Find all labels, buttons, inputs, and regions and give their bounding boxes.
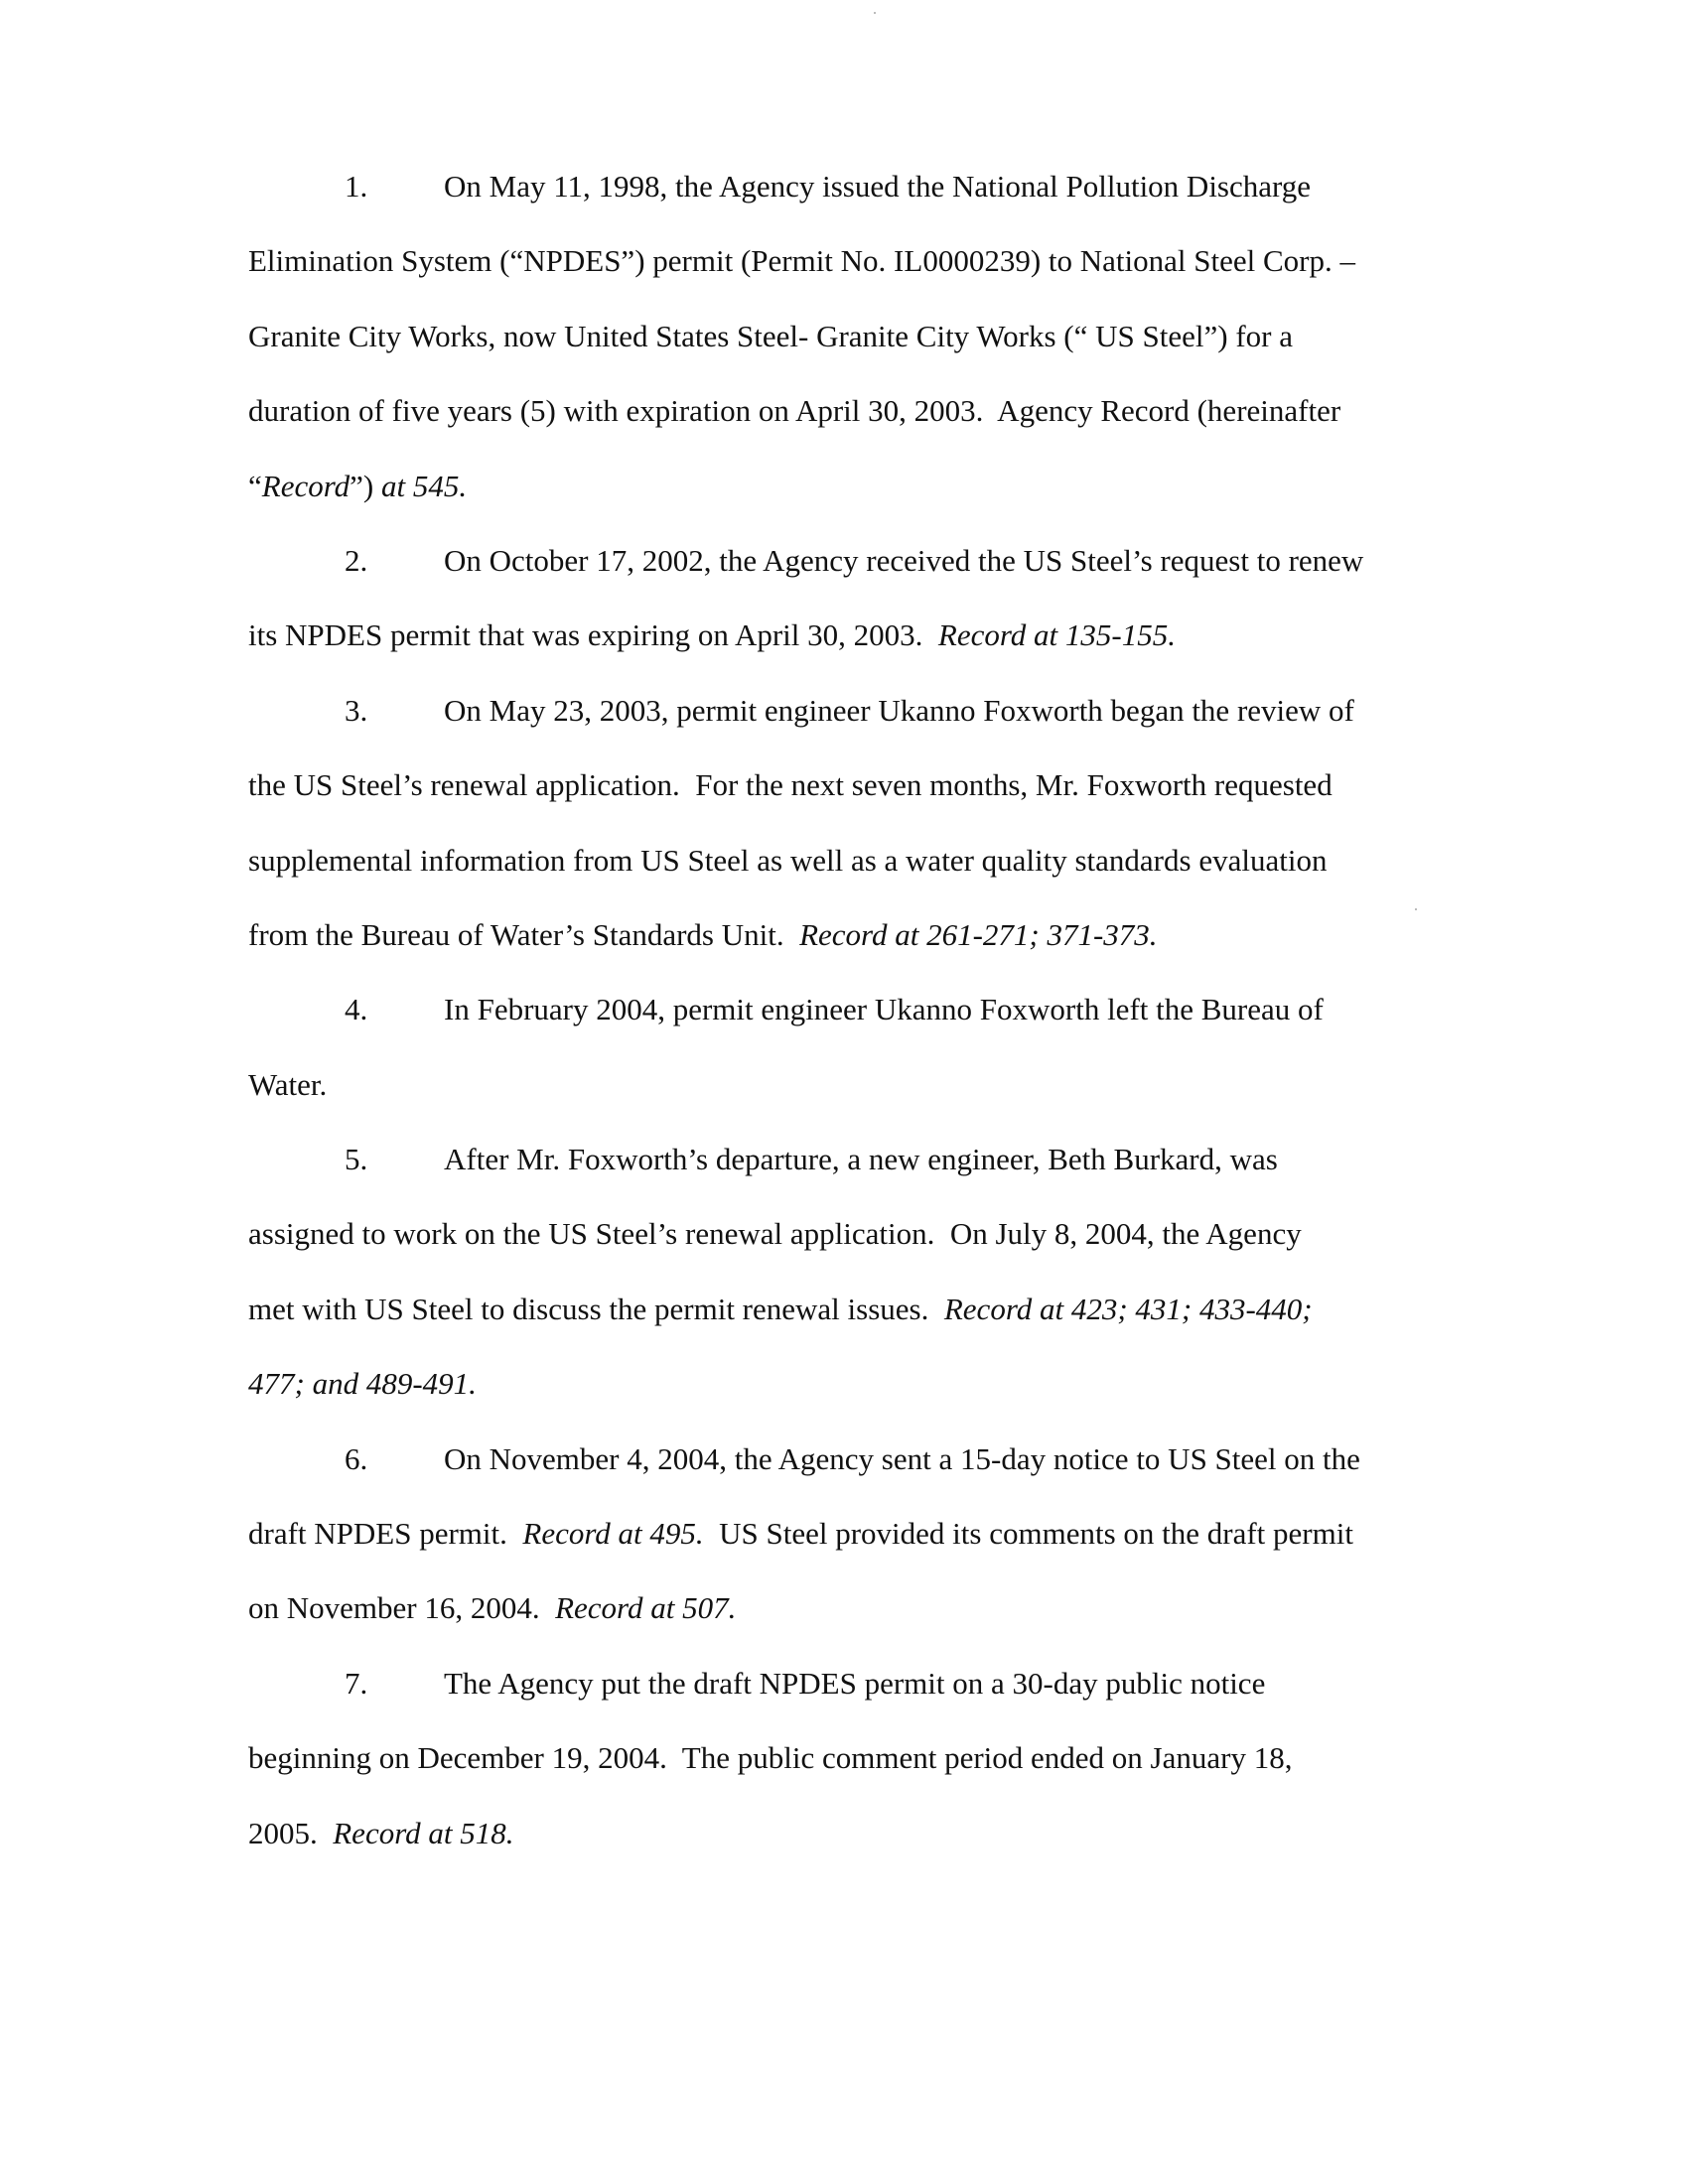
- text-line: [248, 748, 1440, 822]
- text-line: [248, 1496, 1440, 1570]
- numbered-paragraph: [248, 1122, 1440, 1422]
- line-body: [248, 1816, 513, 1850]
- text-line: [248, 449, 1440, 523]
- document-body: [248, 149, 1440, 1870]
- text-segment: “: [248, 468, 262, 503]
- scan-speck: [1415, 908, 1417, 910]
- text-segment: its NPDES permit that was expiring on April 30, 2003.: [248, 617, 938, 653]
- line-body: [248, 767, 1333, 802]
- numbered-paragraph: [248, 149, 1440, 523]
- text-line: [248, 1346, 1440, 1421]
- text-segment: US Steel provided its comments on the draft permit: [703, 1516, 1353, 1552]
- line-body: [248, 1067, 327, 1102]
- text-line: [248, 897, 1440, 972]
- line-body: [248, 617, 1176, 652]
- text-segment: On May 23, 2003, permit engineer Ukanno Foxworth began the review of: [444, 692, 1354, 728]
- text-segment: beginning on December 19, 2004. The public comment period ended on January 18,: [248, 1740, 1293, 1776]
- text-line: [248, 1570, 1440, 1645]
- paragraph-number: 1.: [345, 169, 368, 204]
- text-segment: Granite City Works, now United States Steel- Granite City Works (“ US Steel”) for a: [248, 318, 1293, 353]
- line-body: [248, 1740, 1292, 1775]
- paragraph-number: 3.: [345, 692, 368, 728]
- paragraph-number: 5.: [345, 1142, 368, 1177]
- text-segment: 2005.: [248, 1815, 334, 1850]
- text-segment: The Agency put the draft NPDES permit on a 30-day public notice: [444, 1665, 1266, 1701]
- text-line: [248, 1047, 1440, 1122]
- record-citation: Record at 135-155.: [937, 617, 1176, 653]
- text-line: [248, 149, 1440, 223]
- paragraph-number: 6.: [345, 1440, 368, 1476]
- line-body: [444, 1646, 1265, 1720]
- text-segment: assigned to work on the US Steel’s renewal application. On July 8, 2004, the Agency: [248, 1216, 1302, 1252]
- text-segment: supplemental information from US Steel as well as a water quality standards evaluation: [248, 842, 1328, 878]
- text-line: [248, 299, 1440, 373]
- line-body: [444, 1422, 1360, 1496]
- paragraph-number: 4.: [345, 992, 368, 1027]
- paragraph-number: 2.: [345, 542, 368, 578]
- text-segment: duration of five years (5) with expiration on April 30, 2003. Agency Record (hereinafter: [248, 393, 1341, 429]
- paragraph-number: 7.: [345, 1665, 368, 1701]
- text-line: [248, 598, 1440, 672]
- text-line: [248, 223, 1440, 298]
- numbered-paragraph: [248, 523, 1440, 673]
- record-citation: Record: [261, 468, 351, 503]
- text-segment: On May 11, 1998, the Agency issued the National Pollution Discharge: [444, 169, 1312, 204]
- line-body: [248, 1516, 1353, 1551]
- text-segment: In February 2004, permit engineer Ukanno Foxworth left the Bureau of: [444, 992, 1324, 1027]
- line-body: [248, 917, 1158, 952]
- text-segment: the US Steel’s renewal application. For the next seven months, Mr. Foxworth requested: [248, 767, 1333, 803]
- record-citation: Record at 495.: [522, 1516, 704, 1552]
- record-citation: Record at 507.: [555, 1590, 737, 1626]
- text-line: [248, 823, 1440, 897]
- text-line: [248, 523, 1440, 598]
- record-citation: 477; and 489-491.: [248, 1366, 477, 1402]
- line-body: [444, 149, 1311, 223]
- text-line: [248, 972, 1440, 1046]
- record-citation: Record at 518.: [333, 1815, 514, 1850]
- text-line: [248, 673, 1440, 748]
- text-segment: ”): [350, 468, 381, 503]
- text-line: [248, 1796, 1440, 1870]
- text-line: [248, 1720, 1440, 1795]
- line-body: [248, 319, 1293, 353]
- text-segment: on November 16, 2004.: [248, 1590, 556, 1626]
- text-line: [248, 1422, 1440, 1496]
- numbered-paragraph: [248, 1422, 1440, 1646]
- text-segment: Water.: [248, 1066, 328, 1102]
- line-body: [248, 843, 1327, 878]
- record-citation: at 545.: [380, 468, 468, 503]
- line-body: [248, 1590, 736, 1625]
- text-segment: After Mr. Foxworth’s departure, a new engineer, Beth Burkard, was: [444, 1142, 1278, 1177]
- text-line: [248, 1272, 1440, 1346]
- numbered-paragraph: [248, 673, 1440, 973]
- text-line: [248, 1196, 1440, 1271]
- line-body: [444, 1122, 1278, 1196]
- text-segment: from the Bureau of Water’s Standards Unit.: [248, 916, 800, 952]
- text-segment: On October 17, 2002, the Agency received the US Steel’s request to renew: [444, 542, 1364, 578]
- record-citation: Record at 423; 431; 433-440;: [943, 1291, 1313, 1326]
- record-citation: Record at 261-271; 371-373.: [799, 916, 1158, 952]
- text-line: [248, 373, 1440, 448]
- text-segment: met with US Steel to discuss the permit renewal issues.: [248, 1291, 944, 1326]
- text-line: [248, 1646, 1440, 1720]
- line-body: [444, 523, 1363, 598]
- text-segment: draft NPDES permit.: [248, 1516, 523, 1552]
- scan-speck: [874, 12, 876, 14]
- line-body: [444, 673, 1354, 748]
- line-body: [248, 243, 1355, 278]
- line-body: [248, 393, 1340, 428]
- text-segment: Elimination System (“NPDES”) permit (Permit No. IL0000239) to National Steel Corp. –: [248, 243, 1355, 279]
- line-body: [248, 1366, 477, 1401]
- numbered-paragraph: [248, 1646, 1440, 1870]
- text-line: [248, 1122, 1440, 1196]
- text-segment: On November 4, 2004, the Agency sent a 15-day notice to US Steel on the: [444, 1440, 1360, 1476]
- numbered-paragraph: [248, 972, 1440, 1122]
- line-body: [248, 469, 467, 503]
- line-body: [248, 1216, 1302, 1251]
- line-body: [248, 1292, 1313, 1326]
- line-body: [444, 972, 1324, 1046]
